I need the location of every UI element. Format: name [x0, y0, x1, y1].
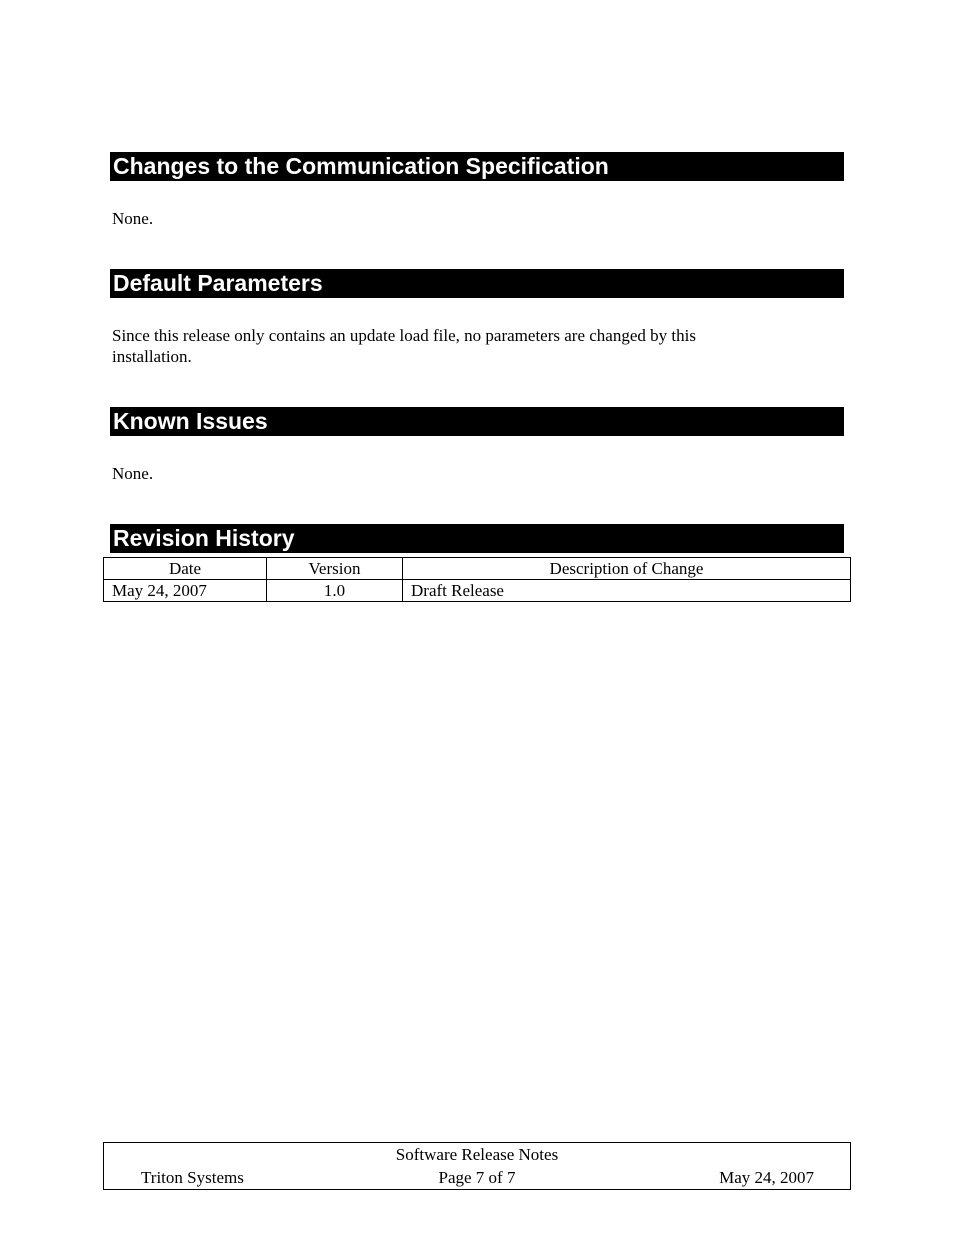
table-row	[104, 580, 851, 602]
section-body-known-issues: None.	[112, 464, 154, 483]
body-line: Since this release only contains an update load file, no parameters are changed by this	[112, 326, 696, 345]
section-heading-revision-history: Revision History	[110, 524, 844, 553]
footer-date: May 24, 2007	[719, 1168, 814, 1187]
section-heading-communication-spec: Changes to the Communication Specification	[110, 152, 844, 181]
body-line: installation.	[112, 347, 192, 366]
table-header-row	[104, 558, 851, 580]
revision-history-table	[103, 557, 851, 602]
section-heading-default-parameters: Default Parameters	[110, 269, 844, 298]
column-header-description: Description of Change	[403, 558, 851, 580]
footer-company: Triton Systems	[141, 1168, 244, 1187]
section-body-communication-spec: None.	[112, 209, 154, 228]
page-footer	[103, 1142, 851, 1190]
column-header-version: Version	[267, 558, 403, 580]
section-body-default-parameters	[112, 325, 812, 367]
column-header-date: Date	[104, 558, 267, 580]
footer-doc-title: Software Release Notes	[395, 1145, 559, 1164]
cell-description: Draft Release	[403, 580, 851, 602]
section-heading-known-issues: Known Issues	[110, 407, 844, 436]
footer-page-number: Page 7 of 7	[438, 1168, 516, 1187]
cell-date: May 24, 2007	[104, 580, 267, 602]
cell-version: 1.0	[267, 580, 403, 602]
